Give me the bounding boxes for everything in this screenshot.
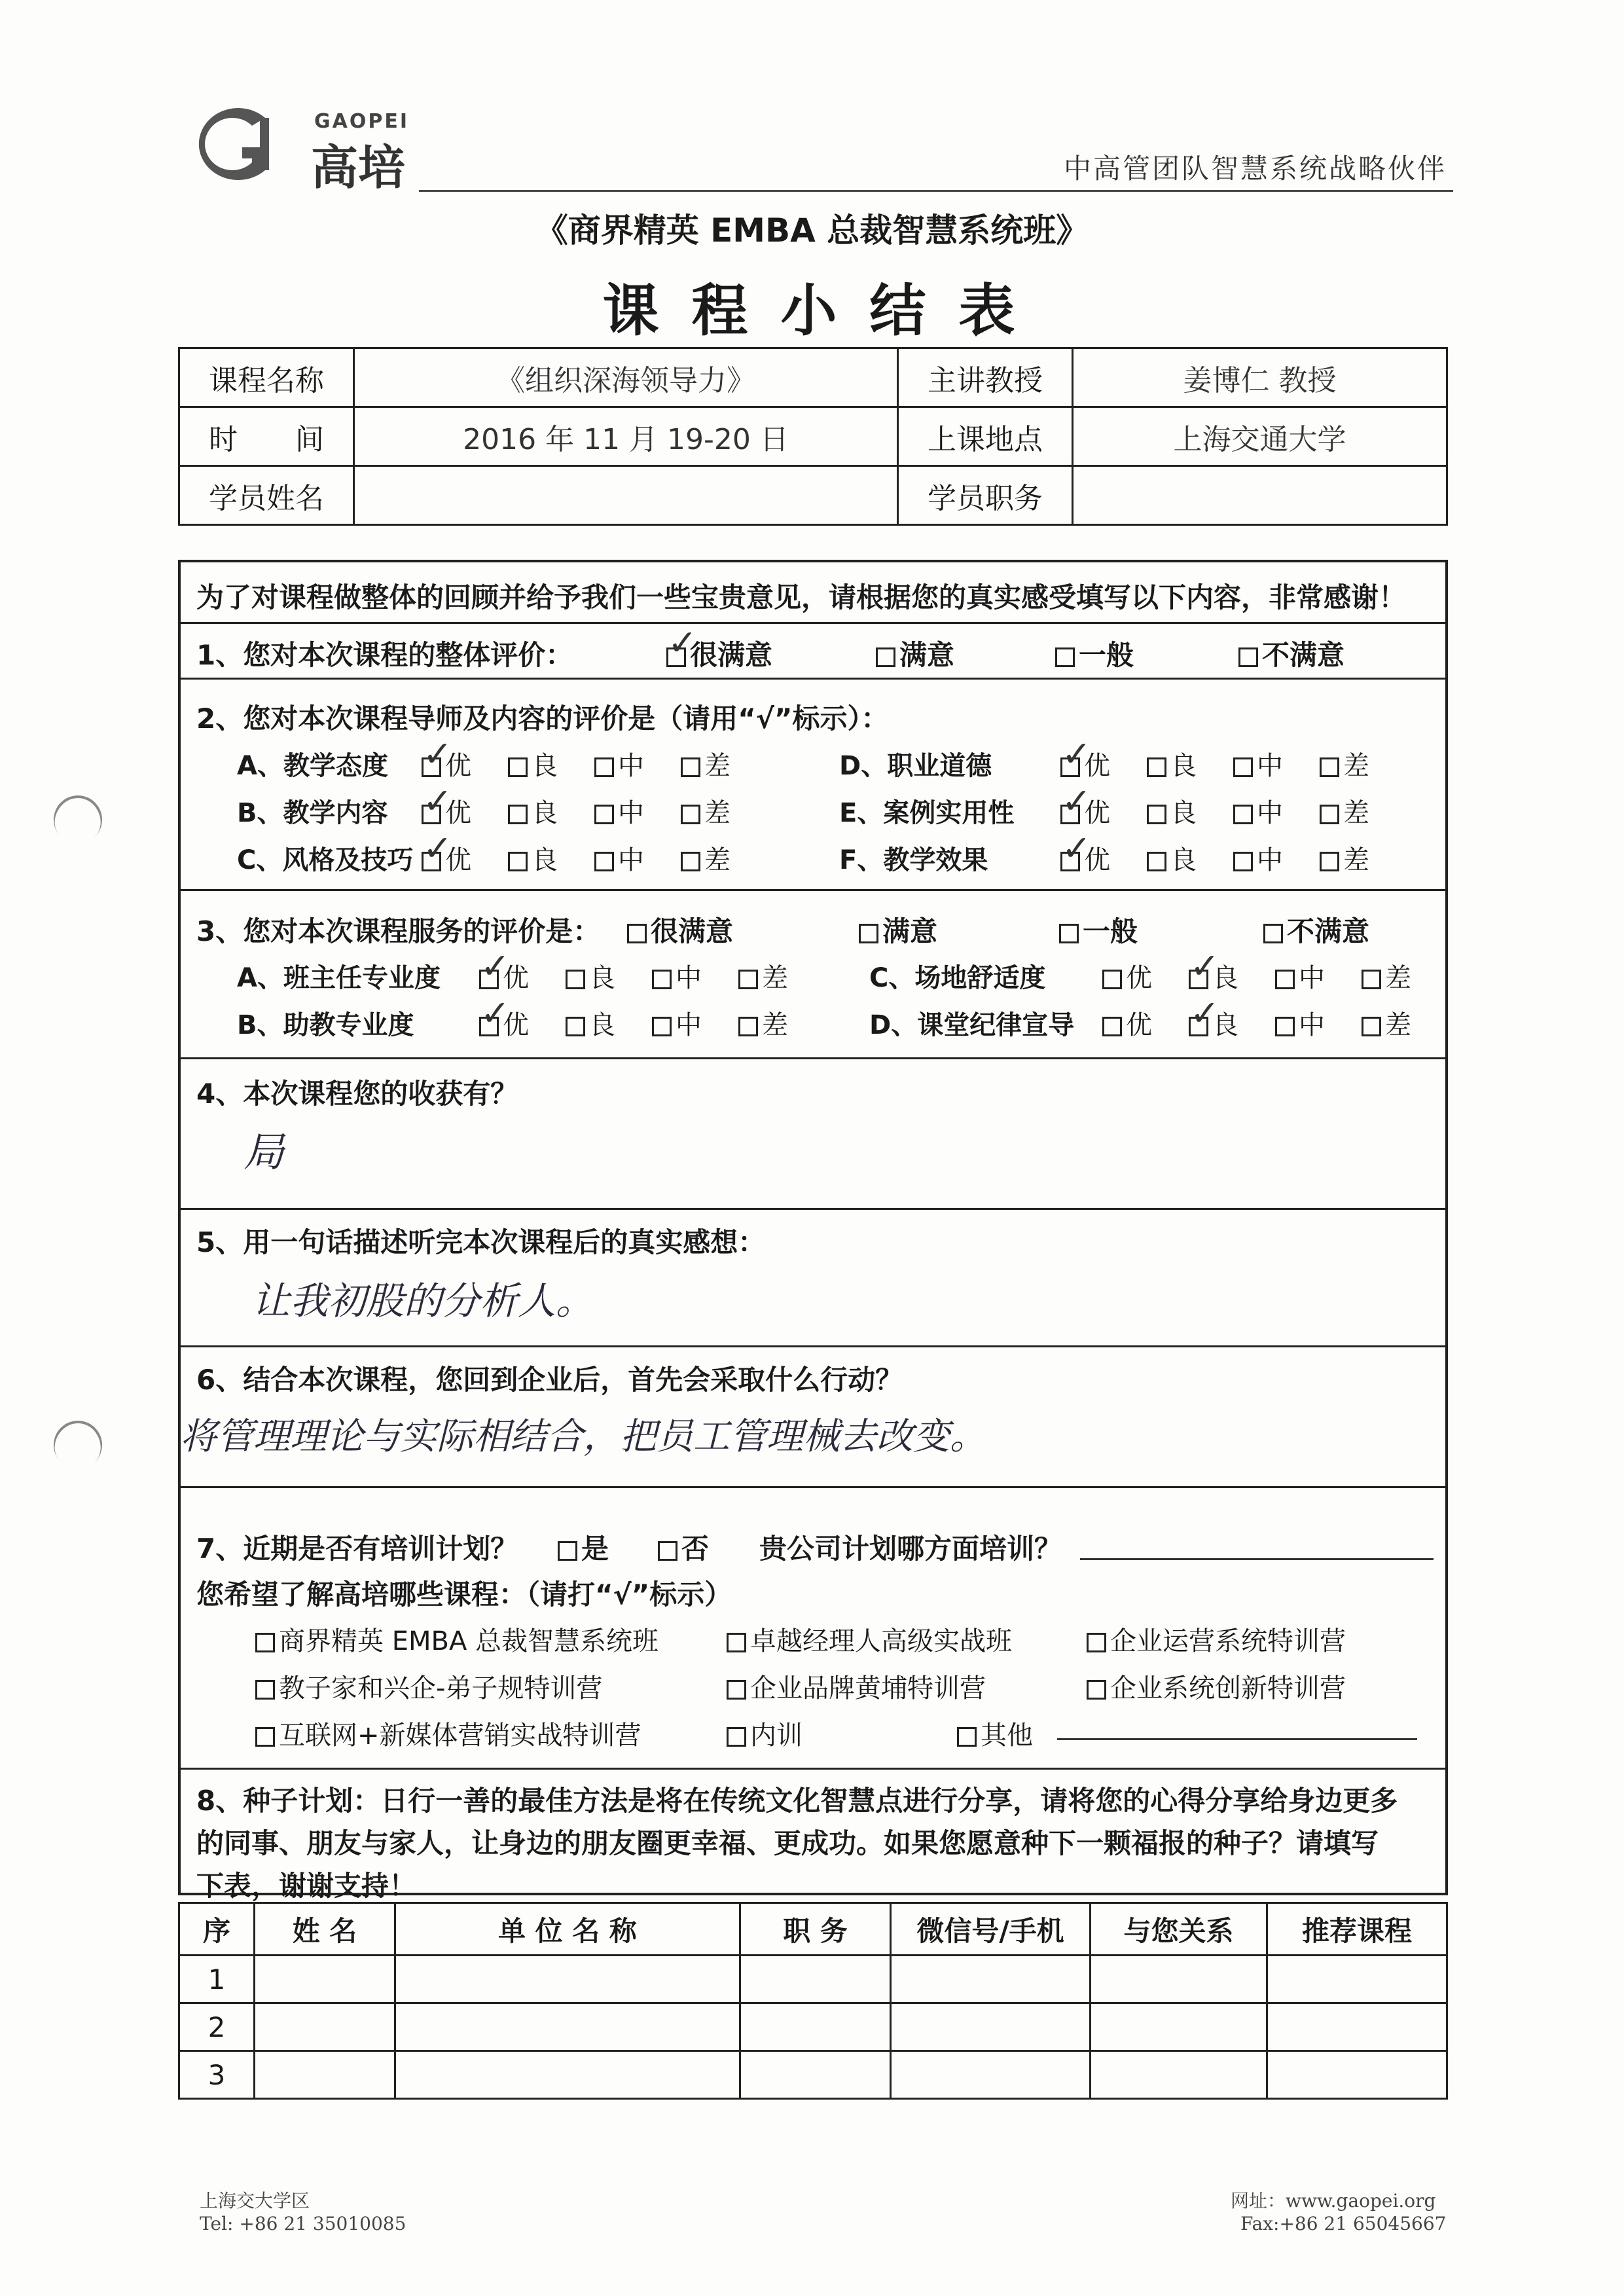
col-header: 微信号/手机 [891,1903,1091,1956]
q2-grade-option[interactable]: 中 [1233,745,1283,782]
q3-item-label: A、班主任专业度 [237,963,441,993]
q1-option-1[interactable]: 满意 [876,634,954,673]
checkbox[interactable] [1102,970,1122,989]
table-cell[interactable] [1267,1956,1447,2003]
course-option[interactable]: 卓越经理人高级实战班 [727,1620,1012,1658]
q3-grade-option[interactable]: 中 [652,957,702,994]
q8-text-3: 下表，谢谢支持！ [196,1870,417,1902]
checkbox[interactable] [652,1017,672,1036]
divider [178,1486,1448,1488]
logo-en: GAOPEI [314,110,409,133]
q3-grade-option[interactable]: 差 [738,957,788,994]
table-row [179,1956,1447,2003]
course-option[interactable]: 企业运营系统特训营 [1087,1620,1346,1658]
student-position-label: 学员职务 [898,466,1073,525]
q6-label: 6、结合本次课程，您回到企业后，首先会采取什么行动？ [196,1364,903,1396]
col-header: 序 [179,1903,255,1956]
q2-grade-option[interactable]: 中 [594,745,644,782]
q3-grade-option[interactable]: 优 [1102,957,1152,994]
q2-grade-option[interactable]: 中 [594,839,644,877]
course-info-table [178,347,1448,526]
checkbox[interactable] [1320,757,1339,777]
checkbox[interactable] [558,1541,577,1561]
logo-mark-icon [187,98,291,190]
check-mark-icon: ✓ [1062,780,1092,822]
q2-item-label: A、教学态度 [237,751,388,781]
q3-grade-option[interactable]: 良 [1189,1004,1238,1042]
punch-hole [44,1411,112,1479]
q2-grade-option[interactable]: 优 [1060,792,1110,829]
time-label: 时 间 [179,407,354,466]
table-cell[interactable] [740,1956,891,2003]
q3-grade-option[interactable]: 良 [1189,957,1238,994]
table-row [179,2051,1447,2099]
checkbox[interactable] [255,1633,275,1652]
check-mark-icon: ✓ [480,945,511,987]
q2-grade-option[interactable]: 差 [1320,839,1369,877]
q2-grade-option[interactable]: 差 [681,792,731,829]
q1-option-3[interactable]: 不满意 [1238,634,1344,673]
q6-answer[interactable]: 将管理理论与实际相结合，把员工管理械去改变。 [180,1415,986,1458]
student-name-field[interactable] [354,466,898,525]
check-mark-icon: ✓ [668,622,698,663]
q2-item-label: D、职业道德 [839,751,992,781]
checkbox[interactable] [1320,852,1339,871]
table-cell[interactable] [891,1956,1091,2003]
row-number: 1 [179,1956,255,2003]
table-cell[interactable] [395,2003,740,2051]
q5-label: 5、用一句话描述听完本次课程后的真实感想： [196,1226,766,1258]
checkbox[interactable] [1275,970,1295,989]
q3-item-label: C、场地舒适度 [869,963,1046,993]
row-number: 2 [179,2003,255,2051]
checkbox[interactable] [508,805,528,824]
tagline: 中高管团队智慧系统战略伙伴 [1064,153,1447,185]
checkbox[interactable] [727,1727,746,1747]
checkbox[interactable] [1087,1680,1106,1700]
course-option[interactable]: 互联网+新媒体营销实战特训营 [255,1715,641,1752]
q2-item-label: B、教学内容 [237,798,388,828]
q3-grade-option[interactable]: 中 [1275,957,1325,994]
checkbox[interactable] [1147,757,1166,777]
time-value: 2016 年 11 月 19-20 日 [354,407,898,466]
checkbox[interactable] [1233,805,1253,824]
form-title: 课 程 小 结 表 [602,278,1022,344]
checkbox[interactable] [738,1017,758,1036]
checkbox[interactable] [508,757,528,777]
checkbox[interactable] [1059,924,1079,943]
q2-grade-option[interactable]: 中 [594,792,644,829]
q2-grade-option[interactable]: 优 [1060,745,1110,782]
q2-grade-option[interactable]: 优 [422,745,471,782]
q1-option-0[interactable]: 很满意 [666,634,772,673]
q5-answer[interactable]: 让我初股的分析人。 [252,1279,594,1323]
table-cell[interactable] [891,2051,1091,2099]
table-cell[interactable] [1091,2003,1267,2051]
punch-hole [44,786,112,854]
q3-option-3[interactable]: 不满意 [1263,910,1369,949]
checkbox[interactable] [1238,647,1258,667]
q2-grade-option[interactable]: 良 [508,745,558,782]
q3-grade-option[interactable]: 中 [1275,1004,1325,1042]
check-mark-icon: ✓ [1190,945,1220,987]
q3-item-label: B、助教专业度 [237,1010,414,1040]
divider [178,1057,1448,1059]
checkbox[interactable] [594,757,614,777]
q3-option-1[interactable]: 满意 [859,910,937,949]
q1-option-2[interactable]: 一般 [1055,634,1134,673]
table-row [179,2003,1447,2051]
checkbox[interactable] [1102,1017,1122,1036]
q3-grade-option[interactable]: 差 [1362,957,1411,994]
checkbox[interactable] [1320,805,1339,824]
q2-grade-option[interactable]: 差 [1320,792,1369,829]
q8-text-2: 的同事、朋友与家人，让身边的朋友圈更幸福、更成功。如果您愿意种下一颗福报的种子？请填写 [196,1827,1379,1859]
check-mark-icon: ✓ [1062,828,1092,869]
col-header: 姓 名 [255,1903,395,1956]
q7-no[interactable]: 否 [658,1527,709,1567]
q7-company-field[interactable] [1080,1529,1434,1560]
checkbox[interactable] [1147,852,1166,871]
q4-answer[interactable]: 局 [244,1128,285,1176]
q2-grade-option[interactable]: 中 [1233,792,1283,829]
divider [178,622,1448,624]
check-mark-icon: ✓ [480,993,511,1034]
divider [178,1208,1448,1210]
course-option[interactable]: 企业品牌黄埔特训营 [727,1667,986,1705]
q1-label: 1、您对本次课程的整体评价： [196,639,573,671]
check-mark-icon: ✓ [1062,733,1092,774]
table-cell[interactable] [1091,1956,1267,2003]
checkbox[interactable] [508,852,528,871]
checkbox[interactable] [1233,852,1253,871]
col-header: 与您关系 [1091,1903,1267,1956]
table-cell[interactable] [1267,2051,1447,2099]
student-position-field[interactable] [1073,466,1447,525]
checkbox[interactable] [255,1727,275,1747]
checkbox[interactable] [681,757,700,777]
check-mark-icon: ✓ [423,828,453,869]
logo [187,98,422,195]
checkbox[interactable] [1233,757,1253,777]
q3-grade-option[interactable]: 优 [479,1004,529,1042]
checkbox[interactable] [594,805,614,824]
q3-option-2[interactable]: 一般 [1059,910,1138,949]
q3-grade-option[interactable]: 中 [652,1004,702,1042]
q3-item-label: D、课堂纪律宣导 [869,1010,1075,1040]
q2-grade-option[interactable]: 优 [422,792,471,829]
q2-grade-option[interactable]: 良 [508,792,558,829]
q2-grade-option[interactable]: 差 [681,839,731,877]
col-header: 职 务 [740,1903,891,1956]
q7-yes[interactable]: 是 [558,1527,609,1567]
table-cell[interactable] [1267,2003,1447,2051]
checkbox[interactable] [681,852,700,871]
q2-grade-option[interactable]: 差 [681,745,731,782]
checkbox[interactable] [727,1633,746,1652]
teacher-label: 主讲教授 [898,348,1073,407]
q3-grade-option[interactable]: 优 [479,957,529,994]
q3-option-0[interactable]: 很满意 [627,910,733,949]
q7-other-field[interactable] [1057,1709,1417,1740]
divider [178,889,1448,891]
q2-grade-option[interactable]: 中 [1233,839,1283,877]
table-cell[interactable] [740,2051,891,2099]
checkbox[interactable] [1147,805,1166,824]
q2-item-label: F、教学效果 [839,845,988,875]
course-option[interactable]: 内训 [727,1715,803,1752]
course-option[interactable]: 商界精英 EMBA 总裁智慧系统班 [255,1620,659,1658]
checkbox[interactable] [727,1680,746,1700]
q2-grade-option[interactable]: 优 [1060,839,1110,877]
q2-grade-option[interactable]: 良 [1147,839,1197,877]
q2-item-label: C、风格及技巧 [237,845,414,875]
logo-cn: 高培 [311,140,406,195]
course-name-value: 《组织深海领导力》 [354,348,898,407]
intro-text: 为了对课程做整体的回顾并给予我们一些宝贵意见，请根据您的真实感受填写以下内容，非常感谢！ [196,581,1407,613]
checkbox[interactable] [681,805,700,824]
q2-grade-option[interactable]: 优 [422,839,471,877]
course-option[interactable]: 教子家和兴企-弟子规特训营 [255,1667,602,1705]
q8-text-1: 8、种子计划：日行一善的最佳方法是将在传统文化智慧点进行分享，请将您的心得分享给身边更多 [196,1785,1398,1817]
referral-table [178,1902,1448,2100]
table-cell[interactable] [395,1956,740,2003]
q3-grade-option[interactable]: 良 [566,957,615,994]
q3-grade-option[interactable]: 优 [1102,1004,1152,1042]
footer-address: 上海交大学区 [200,2190,310,2212]
check-mark-icon: ✓ [423,780,453,822]
checkbox[interactable] [594,852,614,871]
checkbox[interactable] [1362,1017,1381,1036]
q2-grade-option[interactable]: 良 [1147,745,1197,782]
row-number: 3 [179,2051,255,2099]
table-cell[interactable] [395,2051,740,2099]
table-cell[interactable] [255,2051,395,2099]
q2-label: 2、您对本次课程导师及内容的评价是（请用“√”标示）： [196,702,889,735]
check-mark-icon: ✓ [1190,993,1220,1034]
table-cell[interactable] [255,1956,395,2003]
checkbox[interactable] [1263,924,1283,943]
table-cell[interactable] [255,2003,395,2051]
divider [178,1345,1448,1347]
q2-grade-option[interactable]: 差 [1320,745,1369,782]
checkbox[interactable] [658,1541,677,1561]
q7-label: 7、近期是否有培训计划？ [196,1533,518,1565]
q4-label: 4、本次课程您的收获有？ [196,1078,518,1110]
checkbox[interactable] [957,1727,977,1747]
checkbox[interactable] [566,1017,585,1036]
checkbox[interactable] [859,924,878,943]
q3-grade-option[interactable]: 良 [566,1004,615,1042]
course-option[interactable]: 企业系统创新特训营 [1087,1667,1346,1705]
footer-tel: Tel: +86 21 35010085 [200,2213,406,2234]
q7-company-question: 贵公司计划哪方面培训？ [759,1533,1062,1565]
divider [178,1768,1448,1770]
table-cell[interactable] [891,2003,1091,2051]
checkbox[interactable] [652,970,672,989]
footer-fax: Fax:+86 21 65045667 [1240,2213,1447,2234]
place-value: 上海交通大学 [1073,407,1447,466]
q2-grade-option[interactable]: 良 [508,839,558,877]
q7-courses-question: 您希望了解高培哪些课程：（请打“√”标示） [196,1578,732,1611]
checkbox[interactable] [738,970,758,989]
course-option[interactable]: 其他 [957,1715,1033,1752]
checkbox[interactable] [255,1680,275,1700]
checkbox[interactable] [1087,1633,1106,1652]
check-mark-icon: ✓ [423,733,453,774]
checkbox[interactable] [1055,647,1075,667]
table-cell[interactable] [1091,2051,1267,2099]
checkbox[interactable] [1362,970,1381,989]
q3-label: 3、您对本次课程服务的评价是： [196,915,601,947]
checkbox[interactable] [876,647,895,667]
place-label: 上课地点 [898,407,1073,466]
student-name-label: 学员姓名 [179,466,354,525]
col-header: 推荐课程 [1267,1903,1447,1956]
checkbox[interactable] [627,924,647,943]
q2-grade-option[interactable]: 良 [1147,792,1197,829]
q3-grade-option[interactable]: 差 [1362,1004,1411,1042]
checkbox[interactable] [566,970,585,989]
q2-item-label: E、案例实用性 [839,798,1015,828]
checkbox[interactable] [1275,1017,1295,1036]
program-title: 《商界精英 EMBA 总裁智慧系统班》 [535,211,1089,249]
q3-grade-option[interactable]: 差 [738,1004,788,1042]
footer-web[interactable]: 网址：www.gaopei.org [1231,2190,1436,2212]
divider [178,678,1448,680]
table-cell[interactable] [740,2003,891,2051]
course-name-label: 课程名称 [179,348,354,407]
header-rule [419,190,1453,192]
teacher-value: 姜博仁 教授 [1073,348,1447,407]
col-header: 单 位 名 称 [395,1903,740,1956]
